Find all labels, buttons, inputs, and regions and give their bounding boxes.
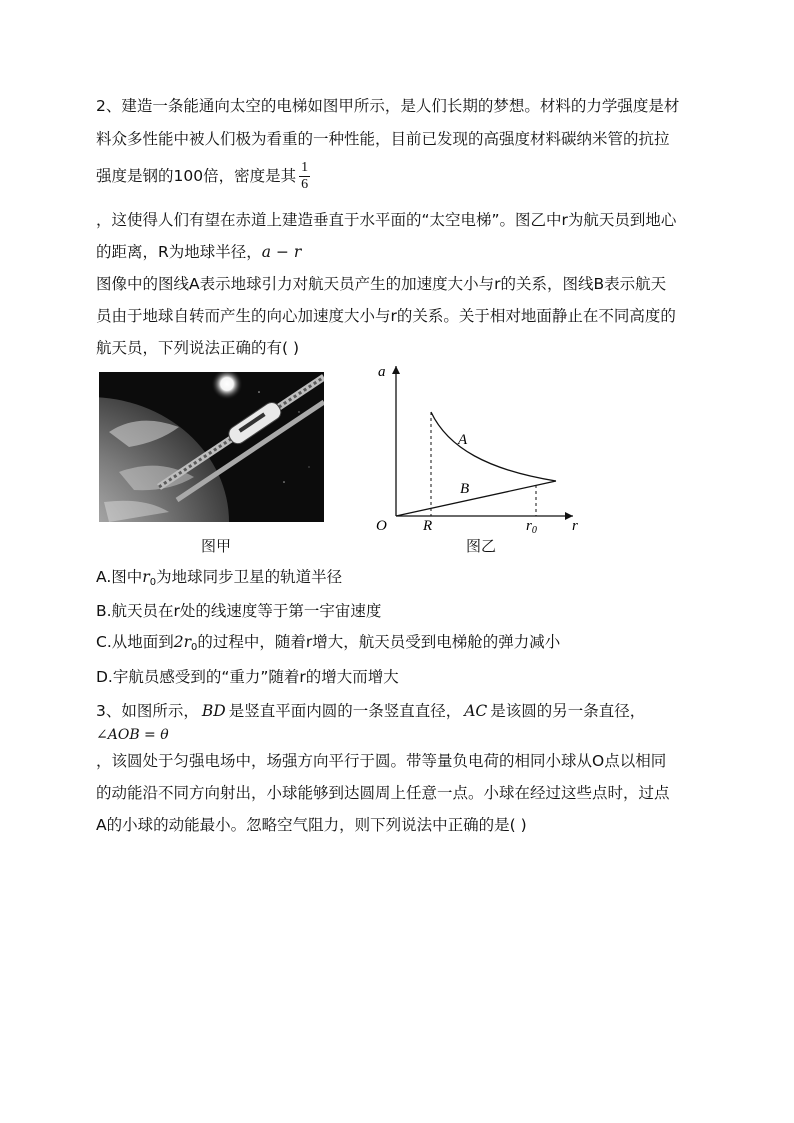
q2-line-2: 料众多性能中被人们极为看重的一种性能，目前已发现的高强度材料碳纳米管的抗拉 <box>96 130 670 148</box>
origin-label: O <box>376 518 387 533</box>
q2-line-5 <box>96 240 301 262</box>
option-c-prefix: C.从地面到 <box>96 633 174 651</box>
q2-line-3-text: 强度是钢的100倍，密度是其 <box>96 167 297 185</box>
x-axis-label: r <box>572 518 578 533</box>
q3-line-1 <box>96 699 645 721</box>
line-b <box>396 481 556 516</box>
q2-line-4: ，这使得人们有望在赤道上建造垂直于水平面的“太空电梯”。图乙中r为航天员到地心 <box>96 211 677 229</box>
fraction-one-sixth <box>299 160 310 193</box>
option-a-var: r <box>142 568 150 586</box>
option-a-prefix: A.图中 <box>96 568 143 586</box>
curve-a-label: A <box>458 432 468 448</box>
option-c-text: 的过程中，随着r增大，航天员受到电梯舱的弹力减小 <box>197 633 561 651</box>
q2-line-6: 图像中的图线A表示地球引力对航天员产生的加速度大小与r的关系，图线B表示航天 <box>96 275 667 293</box>
ac-label: AC <box>464 702 488 720</box>
r-label: R <box>423 518 433 533</box>
q2-line-3 <box>96 160 310 193</box>
curve-a <box>431 412 556 481</box>
option-d: D.宇航员感受到的“重力”随着r的增大而增大 <box>96 668 399 686</box>
fraction-denominator: 6 <box>301 177 309 192</box>
option-c <box>96 630 560 653</box>
option-c-var: 2r <box>173 633 192 651</box>
q3-line-1-a: 3、如图所示， <box>96 702 199 720</box>
r0-var: r <box>526 518 532 533</box>
r0-label <box>526 518 537 533</box>
fraction-numerator: 1 <box>301 160 309 175</box>
option-c-subscript: 0 <box>191 642 198 653</box>
a-r-graph <box>368 358 598 533</box>
angle-aob: ∠AOB = θ <box>96 727 169 743</box>
curve-b-label: B <box>460 481 470 497</box>
option-a <box>96 565 342 588</box>
option-a-subscript: 0 <box>149 577 157 588</box>
bd-label: BD <box>201 702 226 720</box>
q2-line-1: 2、建造一条能通向太空的电梯如图甲所示，是人们长期的梦想。材料的力学强度是材 <box>96 97 680 115</box>
q3-line-4: A的小球的动能最小。忽略空气阻力，则下列说法中正确的是( ) <box>96 816 527 834</box>
option-b: B.航天员在r处的线速度等于第一宇宙速度 <box>96 602 382 620</box>
q2-line-8: 航天员，下列说法正确的有( ) <box>96 339 300 357</box>
space-elevator-photo <box>99 372 324 522</box>
figure-a-caption: 图甲 <box>201 537 232 555</box>
y-axis-label: a <box>378 364 386 380</box>
q2-line-5-text: 的距离，R为地球半径， <box>96 243 262 261</box>
q3-line-1-c: 是该圆的另一条直径， <box>490 702 646 720</box>
r0-subscript: 0 <box>531 525 537 533</box>
option-a-text: 为地球同步卫星的轨道半径 <box>156 568 343 586</box>
q3-line-2: ，该圆处于匀强电场中，场强方向平行于圆。带等量负电荷的相同小球从O点以相同 <box>96 752 667 770</box>
y-axis-arrow <box>392 366 400 374</box>
figure-b-caption: 图乙 <box>466 537 497 555</box>
q3-line-1-b: 是竖直平面内圆的一条竖直直径， <box>228 702 462 720</box>
q2-line-7: 员由于地球自转而产生的向心加速度大小与r的关系。关于相对地面静止在不同高度的 <box>96 307 676 325</box>
a-r-expression: a − r <box>261 243 302 261</box>
q3-line-3: 的动能沿不同方向射出，小球能够到达圆周上任意一点。小球在经过这些点时，过点 <box>96 784 670 802</box>
